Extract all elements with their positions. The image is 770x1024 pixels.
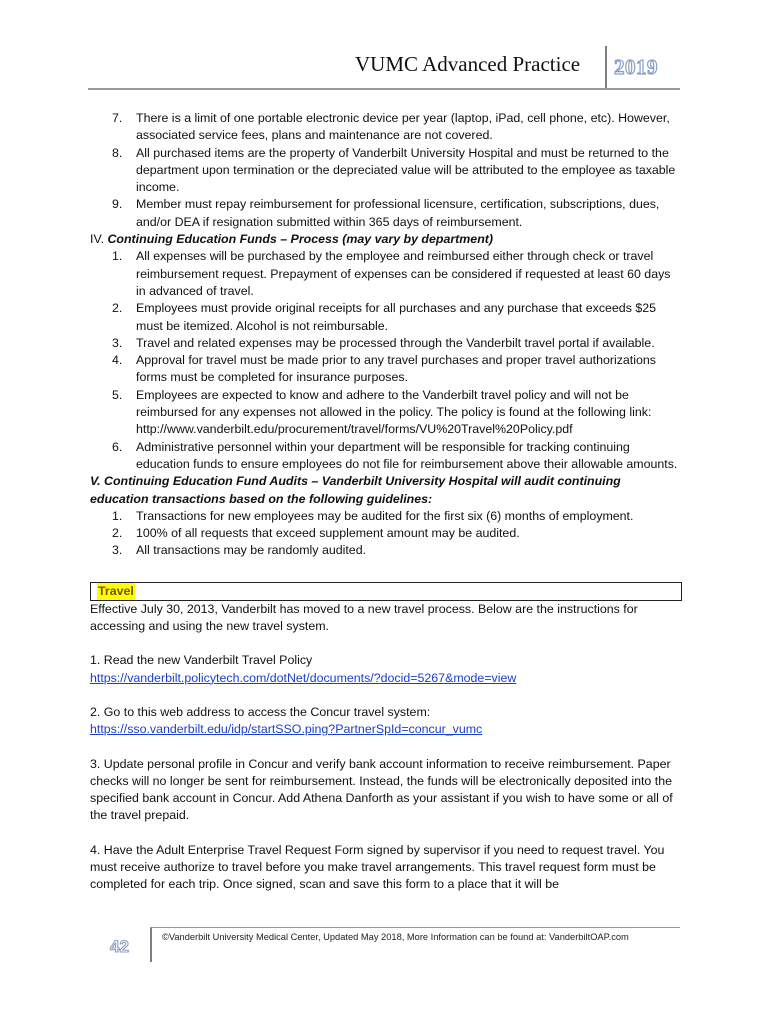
concur-login-link[interactable]: https://sso.vanderbilt.edu/idp/startSSO.ping?PartnerSpId=concur_vumc bbox=[90, 722, 483, 737]
list-item: 8. All purchased items are the property of Vanderbilt University Hospital and must be returned to the department upon termination or the depreciated value will be attributed to the employee as taxable income. bbox=[112, 145, 676, 195]
header-year: 2019 bbox=[614, 55, 658, 79]
list-item-text: Transactions for new employees may be audited for the first six (6) months of employment. bbox=[136, 508, 634, 523]
list-item-text: All expenses will be purchased by the employee and reimbursed either through check or travel reimbursement request. Prepayment of expenses can be considered if requested at least 60 days in advanced of travel. bbox=[136, 249, 671, 298]
travel-step-3: 3. Update personal profile in Concur and verify bank account information to receive reimbursement. Paper checks will no longer be sent for reimbursement. Instead, the funds will be electronically deposited into the specified bank account in Concur. Add Athena Danforth as your assistant if you wish to have some or all of the travel prepaid. bbox=[90, 756, 673, 823]
eligibility-list-continued bbox=[90, 110, 682, 231]
list-item: 2. 100% of all requests that exceed supplement amount may be audited. bbox=[112, 526, 520, 541]
list-item-text: 100% of all requests that exceed supplement amount may be audited. bbox=[136, 526, 520, 541]
list-item: 5. Employees are expected to know and adhere to the Vanderbilt travel policy and will not be reimbursed for any expenses not allowed in the policy. The policy is found at the following link: http://www.vanderbilt.edu/procurement/travel/forms/VU%20Travel%20Policy.pdf bbox=[112, 387, 652, 437]
document-body bbox=[90, 110, 682, 894]
header-title: VUMC Advanced Practice bbox=[355, 52, 581, 76]
travel-step-2: 2. Go to this web address to access the Concur travel system: bbox=[90, 704, 431, 719]
footer-page-number: 42 bbox=[110, 937, 129, 956]
footer-copyright: ©Vanderbilt University Medical Center, Updated May 2018, More Information can be found at: VanderbiltOAP.com bbox=[162, 932, 629, 942]
header-divider bbox=[605, 46, 607, 88]
list-item: 3. All transactions may be randomly audited. bbox=[112, 543, 367, 558]
list-item-text: Employees must provide original receipts for all purchases and any purchase that exceeds $25 must be itemized. Alcohol is not reimbursable. bbox=[136, 301, 657, 333]
travel-policy-link[interactable]: https://vanderbilt.policytech.com/dotNet/documents/?docid=5267&mode=view bbox=[90, 670, 517, 685]
list-item-text: Approval for travel must be made prior to any travel purchases and proper travel authorizations forms must be completed for insurance purposes. bbox=[136, 353, 656, 385]
travel-section-heading-box bbox=[90, 582, 682, 601]
travel-step-1: 1. Read the new Vanderbilt Travel Policy bbox=[90, 653, 313, 668]
section-v-heading: V. Continuing Education Fund Audits – Vanderbilt University Hospital will audit continuing education transactions based on the following guidelines: bbox=[90, 474, 621, 506]
list-item-text: Employees are expected to know and adhere to the Vanderbilt travel policy and will not be reimbursed for any expenses not allowed in the policy. The policy is found at the following link: http://www.vanderbilt.edu/procurement/travel/forms/VU%20Travel%20Policy.pdf bbox=[136, 387, 652, 437]
footer-divider bbox=[150, 928, 152, 962]
header-rule bbox=[88, 88, 680, 90]
list-item: 6. Administrative personnel within your department will be responsible for tracking continuing education funds to ensure employees do not file for reimbursement above their allowable amounts. bbox=[112, 439, 678, 471]
list-item: 4. Approval for travel must be made prior to any travel purchases and proper travel authorizations forms must be completed for insurance purposes. bbox=[112, 353, 656, 385]
list-item: 1. Transactions for new employees may be audited for the first six (6) months of employment. bbox=[112, 508, 634, 523]
list-item-text: There is a limit of one portable electronic device per year (laptop, iPad, cell phone, etc). However, associated service fees, plans and maintenance are not covered. bbox=[136, 111, 670, 143]
list-item: 1. All expenses will be purchased by the employee and reimbursed either through check or travel reimbursement request. Prepayment of expenses can be considered if requested at least 60 days in advanced of travel. bbox=[112, 249, 671, 298]
footer-rule bbox=[150, 927, 680, 928]
list-item-text: All purchased items are the property of Vanderbilt University Hospital and must be returned to the department upon termination or the depreciated value will be attributed to the employee as taxable income. bbox=[136, 145, 676, 195]
list-item-text: Administrative personnel within your department will be responsible for tracking continuing education funds to ensure employees do not file for reimbursement above their allowable amounts. bbox=[136, 439, 678, 471]
section-iv-heading: IV. Continuing Education Funds – Process (may vary by department) bbox=[90, 232, 494, 247]
list-item: 3. Travel and related expenses may be processed through the Vanderbilt travel portal if available. bbox=[112, 335, 655, 350]
process-list bbox=[90, 248, 682, 473]
travel-heading: Travel bbox=[98, 583, 134, 598]
list-item-text: Travel and related expenses may be processed through the Vanderbilt travel portal if available. bbox=[136, 335, 655, 350]
list-item: 2. Employees must provide original receipts for all purchases and any purchase that exceeds $25 must be itemized. Alcohol is not reimbursable. bbox=[112, 301, 657, 333]
travel-step-4: 4. Have the Adult Enterprise Travel Request Form signed by supervisor if you need to request travel. You must receive authorize to travel before you make travel arrangements. This travel request form must be completed for each trip. Once signed, scan and save this form to a place that it will be bbox=[90, 842, 665, 892]
list-item-text: All transactions may be randomly audited. bbox=[136, 543, 367, 558]
list-item: 9. Member must repay reimbursement for professional licensure, certification, subscriptions, dues, and/or DEA if resignation submitted within 365 days of reimbursement. bbox=[112, 197, 660, 229]
list-item-text: Member must repay reimbursement for professional licensure, certification, subscriptions, dues, and/or DEA if resignation submitted within 365 days of reimbursement. bbox=[136, 197, 660, 229]
audit-list bbox=[90, 508, 682, 560]
travel-intro: Effective July 30, 2013, Vanderbilt has moved to a new travel process. Below are the instructions for accessing and using the new travel system. bbox=[90, 601, 638, 634]
list-item: 7. There is a limit of one portable electronic device per year (laptop, iPad, cell phone, etc). However, associated service fees, plans and maintenance are not covered. bbox=[112, 111, 670, 143]
